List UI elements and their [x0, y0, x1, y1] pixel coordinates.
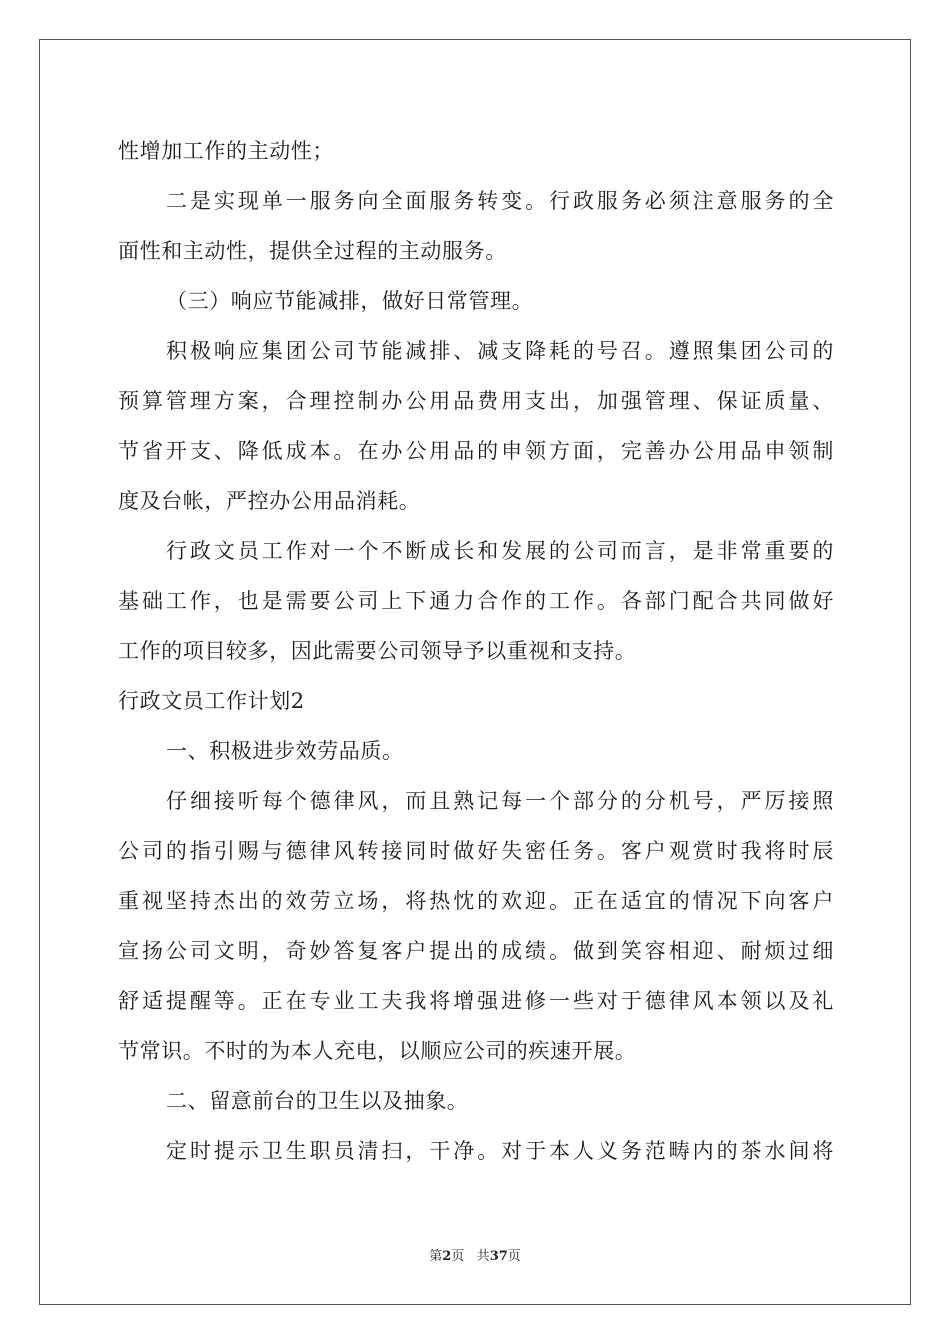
paragraph-line: 工作的项目较多，因此需要公司领导予以重视和支持。 [118, 639, 637, 663]
paragraph-line: 公司的指引赐与德律风转接同时做好失密任务。客户观赏时我将时辰 [118, 839, 834, 863]
paragraph-line: 仔细接听每个德律风，而且熟记每一个部分的分机号，严厉接照 [166, 789, 834, 813]
paragraph-line: 定时提示卫生职员清扫，干净。对于本人义务范畴内的茶水间将 [166, 1139, 834, 1163]
document-title: 行政文员工作计划2 [118, 689, 305, 713]
section-heading: 二、留意前台的卫生以及抽象。 [166, 1089, 469, 1113]
page-prefix: 第 [429, 1249, 443, 1264]
page-suffix: 页 [451, 1249, 465, 1264]
paragraph-line: 度及台帐，严控办公用品消耗。 [118, 489, 421, 513]
page-number: 2 [442, 1249, 452, 1264]
paragraph-line: 节常识。不时的为本人充电，以顺应公司的疾速开展。 [118, 1039, 637, 1063]
paragraph-line: 宣扬公司文明，奇妙答复客户提出的成绩。做到笑容相迎、耐烦过细 [118, 939, 834, 963]
paragraph-line: 行政文员工作对一个不断成长和发展的公司而言，是非常重要的 [166, 539, 834, 563]
total-prefix: 共 [476, 1249, 490, 1264]
section-heading: 一、积极进步效劳品质。 [166, 739, 404, 763]
paragraph-line: 重视坚持杰出的效劳立场，将热忱的欢迎。正在适宜的情况下向客户 [118, 889, 834, 913]
paragraph-line: 基础工作，也是需要公司上下通力合作的工作。各部门配合共同做好 [118, 589, 834, 613]
paragraph-line: 预算管理方案，合理控制办公用品费用支出，加强管理、保证质量、 [118, 389, 834, 413]
paragraph-line: 面性和主动性，提供全过程的主动服务。 [118, 239, 507, 263]
paragraph-line: 性增加工作的主动性； [118, 139, 334, 163]
total-suffix: 页 [507, 1249, 521, 1264]
page-footer [0, 1248, 950, 1266]
paragraph-line: 舒适提醒等。正在专业工夫我将增强进修一些对于德律风本领以及礼 [118, 989, 834, 1013]
paragraph-line: 二是实现单一服务向全面服务转变。行政服务必须注意服务的全 [166, 189, 834, 213]
total-pages: 37 [489, 1249, 508, 1264]
paragraph-line: 积极响应集团公司节能减排、减支降耗的号召。遵照集团公司的 [166, 339, 834, 363]
section-heading: （三）响应节能减排，做好日常管理。 [166, 289, 534, 313]
paragraph-line: 节省开支、降低成本。在办公用品的申领方面，完善办公用品申领制 [118, 439, 834, 463]
